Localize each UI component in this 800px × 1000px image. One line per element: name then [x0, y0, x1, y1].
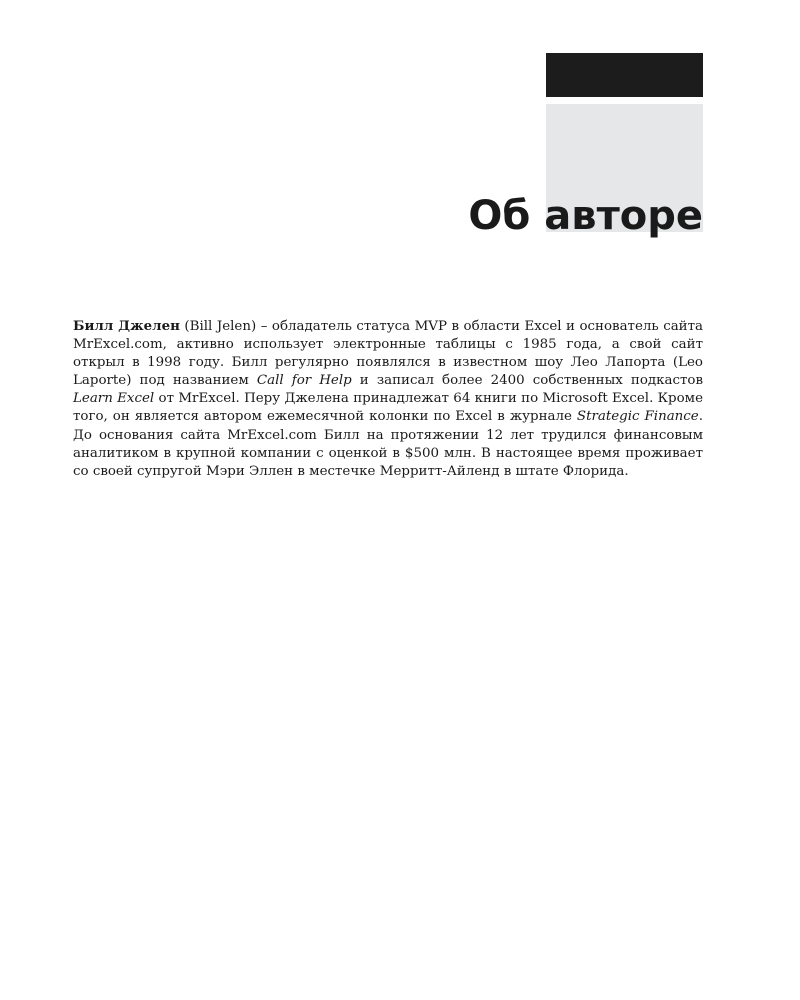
show-title: Call for Help	[256, 373, 352, 389]
chapter-header-dark-bar	[546, 53, 703, 97]
bio-text-part-4: . До основания сайта MrExcel.com Билл на протяжении 12 лет трудился финансовым аналитиком в крупной компании с оценкой в $500 млн. В настоящее время проживает со своей супругой Мэри Эллен в местечке Мерритт-Айленд в штате Флорида.	[73, 409, 703, 479]
author-name: Билл Джелен	[73, 318, 180, 334]
bio-text-part-1: (Bill Jelen) – обладатель статуса MVP в области Excel и основатель сайта MrExcel.com, активно использует электронные таблицы с 1985 года, а свой сайт открыл в 1998 году. Билл регулярно появлялся в известном шоу Лео Лапорта (Leo Laporte) под названием	[73, 319, 703, 389]
bio-text-part-2: и записал более 2400 собственных подкастов	[351, 373, 703, 389]
page-title: Об авторе	[468, 193, 703, 239]
magazine-title: Strategic Finance	[576, 409, 699, 425]
author-bio-paragraph	[73, 317, 703, 481]
podcast-title: Learn Excel	[73, 391, 155, 407]
bio-text-part-3: от MrExcel. Перу Джелена принадлежат 64 книги по Microsoft Excel. Кроме того, он является автором ежемесячной колонки по Excel в журнале	[73, 391, 703, 425]
